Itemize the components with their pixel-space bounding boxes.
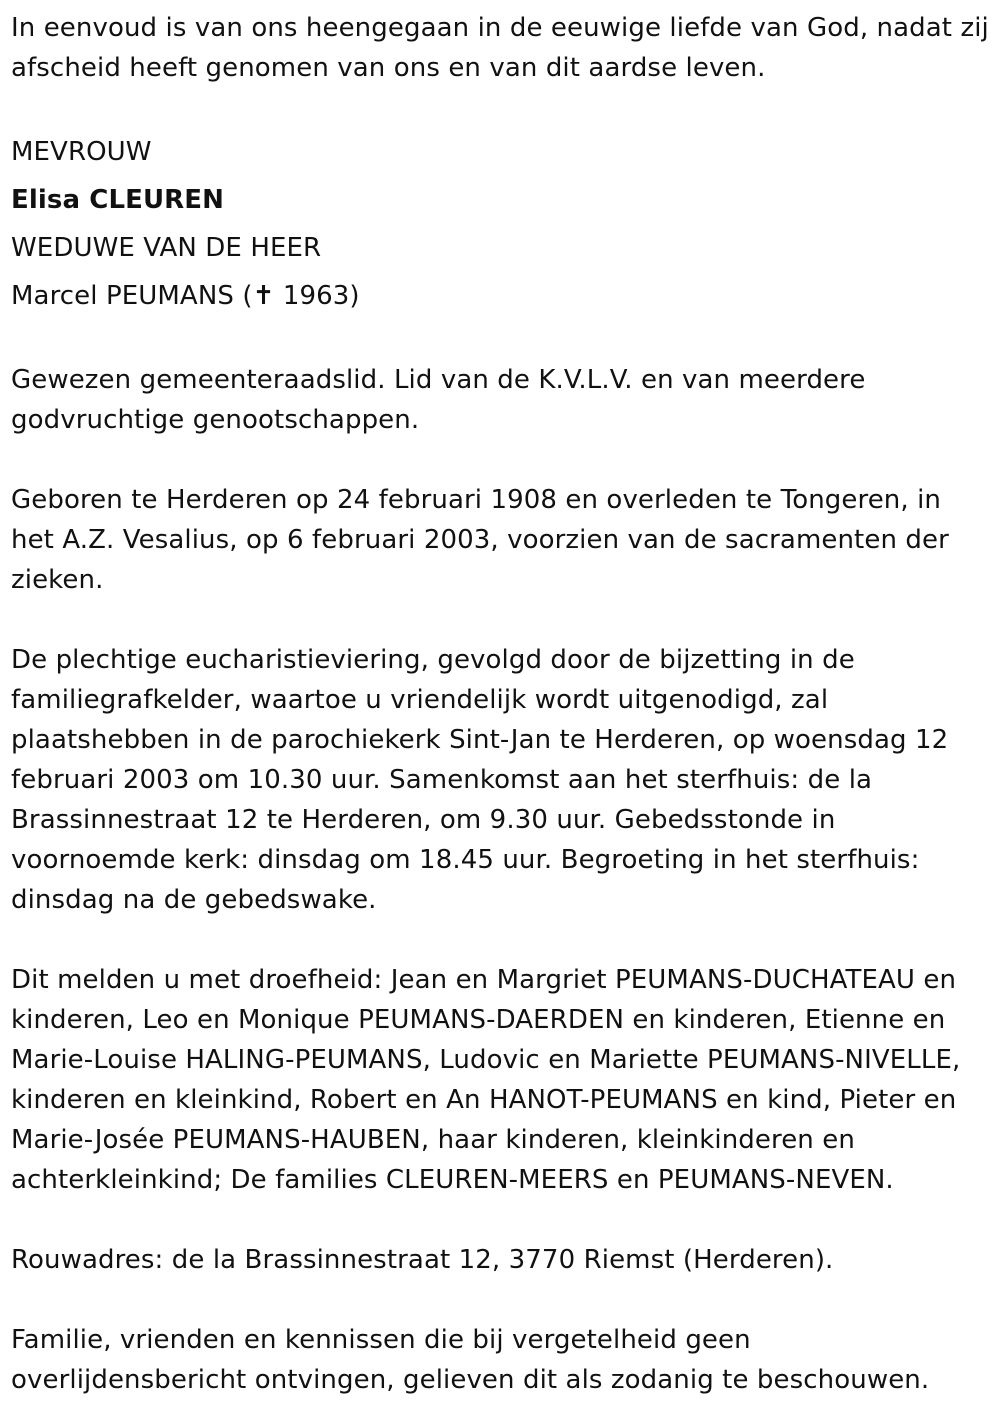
paragraph-gap [11,1280,996,1320]
birth-death-paragraph [11,480,996,600]
ceremony-paragraph [11,640,996,920]
family-line: Dit melden u met droefheid: Jean en Margriet PEUMANS-DUCHATEAU en [11,965,957,995]
ceremony-line: februari 2003 om 10.30 uur. Samenkomst aan het sterfhuis: de la [11,765,873,795]
closing-paragraph [11,1320,996,1400]
birth-death-line: Geboren te Herderen op 24 februari 1908 en overleden te Tongeren, in [11,485,942,515]
intro-line: In eenvoud is van ons heengegaan in de eeuwige liefde van God, nadat zij [11,13,989,43]
functions-line: godvruchtige genootschappen. [11,405,420,435]
functions-line: Gewezen gemeenteraadslid. Lid van de K.V.L.V. en van meerdere [11,365,866,395]
birth-death-line: zieken. [11,565,104,595]
ceremony-line: plaatshebben in de parochiekerk Sint-Jan te Herderen, op woensdag 12 [11,725,949,755]
family-line: Marie-Louise HALING-PEUMANS, Ludovic en Mariette PEUMANS-NIVELLE, [11,1045,961,1075]
closing-line: Familie, vrienden en kennissen die bij vergetelheid geen [11,1325,751,1355]
paragraph-gap [11,320,996,360]
closing-line: overlijdensbericht ontvingen, gelieven dit als zodanig te beschouwen. [11,1365,930,1395]
family-line: achterkleinkind; De families CLEUREN-MEERS en PEUMANS-NEVEN. [11,1165,894,1195]
obituary-document [11,8,996,1400]
address-paragraph [11,1240,996,1280]
intro-line: afscheid heeft genomen van ons en van dit aardse leven. [11,53,766,83]
paragraph-gap [11,920,996,960]
intro-paragraph [11,8,996,88]
deceased-block [11,128,996,320]
paragraph-gap [11,88,996,128]
ceremony-line: dinsdag na de gebedswake. [11,885,377,915]
family-line: kinderen, Leo en Monique PEUMANS-DAERDEN en kinderen, Etienne en [11,1005,946,1035]
ceremony-line: voornoemde kerk: dinsdag om 18.45 uur. Begroeting in het sterfhuis: [11,845,920,875]
paragraph-gap [11,440,996,480]
deceased-relation: WEDUWE VAN DE HEER [11,233,322,263]
birth-death-line: het A.Z. Vesalius, op 6 februari 2003, voorzien van de sacramenten der [11,525,949,555]
address-line: Rouwadres: de la Brassinnestraat 12, 3770 Riemst (Herderen). [11,1245,834,1275]
deceased-spouse: Marcel PEUMANS (✝ 1963) [11,281,360,311]
family-paragraph [11,960,996,1200]
deceased-name: Elisa CLEUREN [11,185,225,215]
ceremony-line: De plechtige eucharistieviering, gevolgd door de bijzetting in de [11,645,855,675]
paragraph-gap [11,1200,996,1240]
functions-paragraph [11,360,996,440]
paragraph-gap [11,600,996,640]
family-line: kinderen en kleinkind, Robert en An HANOT-PEUMANS en kind, Pieter en [11,1085,957,1115]
family-line: Marie-Josée PEUMANS-HAUBEN, haar kinderen, kleinkinderen en [11,1125,855,1155]
ceremony-line: Brassinnestraat 12 te Herderen, om 9.30 uur. Gebedsstonde in [11,805,836,835]
deceased-title: MEVROUW [11,137,152,167]
ceremony-line: familiegrafkelder, waartoe u vriendelijk wordt uitgenodigd, zal [11,685,829,715]
